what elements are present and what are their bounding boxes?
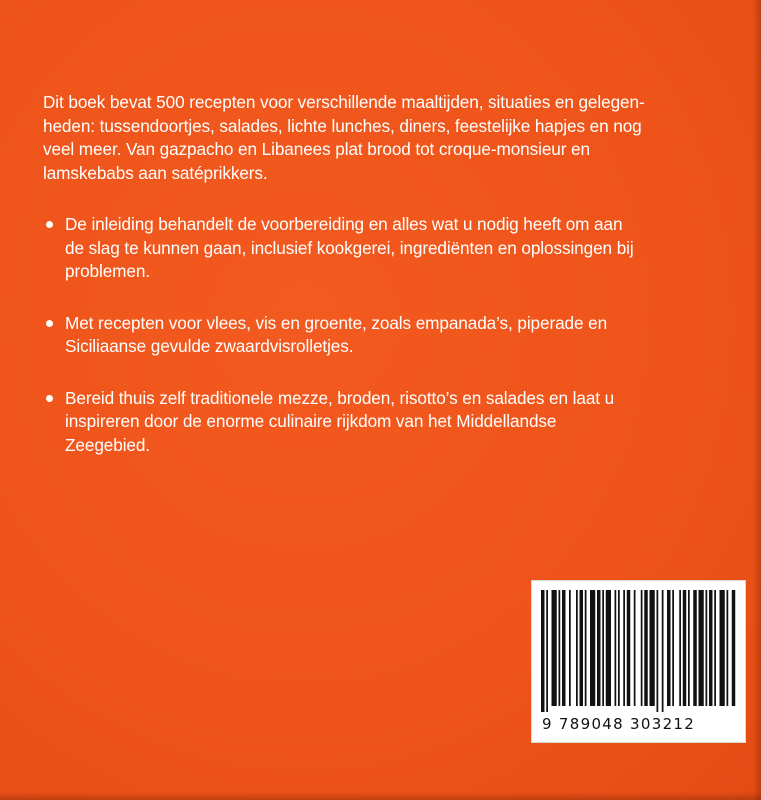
cover-edge-shadow-right bbox=[753, 0, 761, 800]
barcode-bar bbox=[602, 590, 604, 706]
barcode-bar bbox=[693, 590, 697, 706]
barcode-bar bbox=[667, 590, 671, 706]
barcode-bar bbox=[709, 590, 713, 706]
barcode-bar bbox=[576, 590, 578, 706]
isbn-number: 9 789048 303212 bbox=[542, 715, 696, 733]
isbn-barcode-label bbox=[531, 580, 746, 743]
barcode-bar bbox=[562, 590, 566, 706]
cover-edge-shadow-bottom bbox=[0, 792, 761, 800]
bullet-item-introduction bbox=[43, 213, 723, 284]
barcode-bar bbox=[714, 590, 716, 706]
barcode-bar bbox=[650, 590, 655, 706]
barcode-bar bbox=[585, 590, 587, 706]
barcode-bar bbox=[720, 590, 725, 706]
intro-line: lamskebabs aan satéprikkers. bbox=[43, 162, 268, 183]
bullet-item-mezze bbox=[43, 387, 723, 458]
intro-line: Dit boek bevat 500 recepten voor verschillende maaltijden, situaties en gelegen- bbox=[43, 92, 645, 112]
bullet-line: inspireren door de enorme culinaire rijkdom van het Middellandse bbox=[65, 411, 557, 431]
bullet-line: Bereid thuis zelf traditionele mezze, broden, risotto’s en salades en laat u bbox=[65, 387, 615, 408]
barcode-bar bbox=[662, 590, 664, 712]
bullet-line: De inleiding behandelt de voorbereiding en alles wat u nodig heeft om aan bbox=[65, 214, 623, 234]
barcode-bar bbox=[559, 590, 561, 706]
barcode-bar bbox=[597, 590, 601, 706]
bullet-line: problemen. bbox=[65, 261, 150, 281]
barcode-bar bbox=[634, 590, 636, 706]
intro-line: heden: tussendoortjes, salades, lichte lunches, diners, feestelijke hapjes en nog bbox=[43, 115, 642, 136]
intro-line: veel meer. Van gazpacho en Libanees plat brood tot croque-monsieur en bbox=[43, 139, 590, 159]
barcode-bar bbox=[641, 590, 643, 706]
barcode-bar bbox=[679, 590, 681, 706]
intro-paragraph bbox=[43, 91, 723, 185]
bullet-line: Siciliaanse gevulde zwaardvisrolletjes. bbox=[65, 336, 354, 356]
barcode-bar bbox=[546, 590, 548, 712]
barcode-bar bbox=[627, 590, 631, 706]
barcode-bar bbox=[672, 590, 674, 706]
bullet-dot-icon bbox=[46, 320, 53, 327]
barcode-bar bbox=[590, 590, 595, 706]
bullet-dot-icon bbox=[46, 221, 53, 228]
barcode-bar bbox=[580, 590, 584, 706]
barcode-bar bbox=[615, 590, 617, 706]
barcode-bar bbox=[706, 590, 708, 706]
barcode-bar bbox=[644, 590, 648, 706]
bullet-dot-icon bbox=[46, 395, 53, 402]
barcode-bar bbox=[683, 590, 687, 706]
barcode-bar bbox=[606, 590, 611, 706]
bullet-line: Zeegebied. bbox=[65, 434, 151, 455]
barcode-bar bbox=[699, 590, 704, 706]
barcode-bar bbox=[569, 590, 571, 706]
barcode-bar bbox=[618, 590, 620, 706]
bullet-line: Met recepten voor vlees, vis en groente, zoals empanada’s, piperade en bbox=[65, 312, 608, 333]
barcode-bar bbox=[552, 590, 557, 706]
barcode-bar bbox=[727, 590, 729, 706]
barcode-bar bbox=[541, 590, 545, 712]
barcode-bar bbox=[688, 590, 690, 706]
barcode-bar bbox=[623, 590, 625, 706]
barcode-icon bbox=[539, 590, 738, 712]
barcode-bar bbox=[657, 590, 659, 712]
bullet-item-recipes bbox=[43, 312, 723, 359]
blurb-text-block bbox=[43, 91, 723, 485]
bullet-line: de slag te kunnen gaan, inclusief kookgerei, ingrediënten en oplossingen bij bbox=[65, 237, 634, 258]
barcode-bar bbox=[732, 590, 736, 706]
